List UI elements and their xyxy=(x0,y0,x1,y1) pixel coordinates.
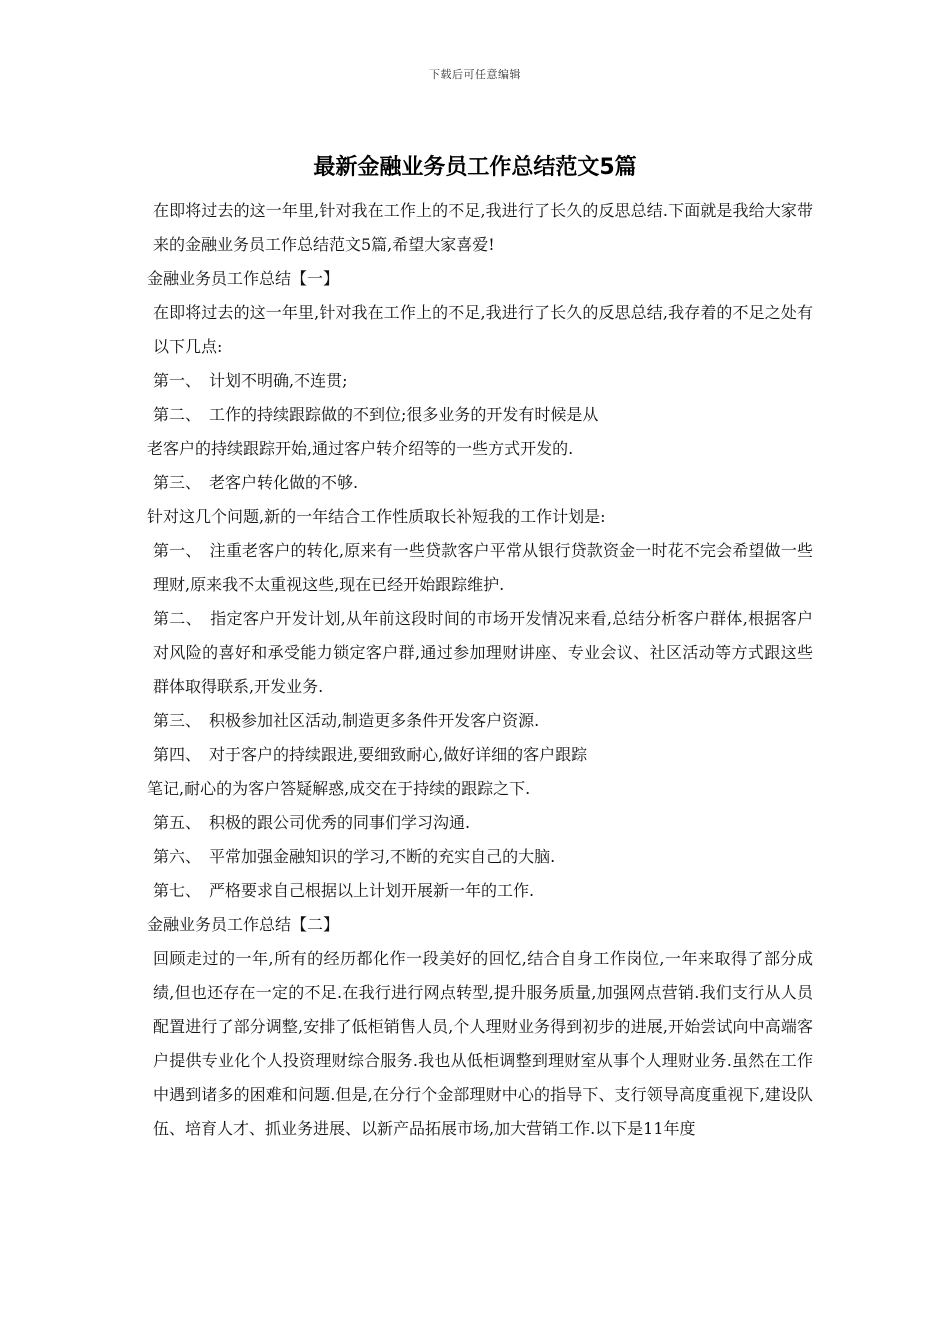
section-heading-1: 金融业务员工作总结【一】 xyxy=(147,269,340,288)
list-item: 第二、 指定客户开发计划,从年前这段时间的市场开发情况来看,总结分析客户群体,根据客户对风险的喜好和承受能力锁定客户群,通过参加理财讲座、专业会议、社区活动等方式跟这些群体取得联系,开发业务. xyxy=(153,609,813,696)
list-item: 第一、 计划不明确,不连贯; xyxy=(153,371,348,390)
list-item: 第四、 对于客户的持续跟进,要细致耐心,做好详细的客户跟踪 xyxy=(153,745,588,764)
paragraph: 在即将过去的这一年里,针对我在工作上的不足,我进行了长久的反思总结,我存着的不足之处有以下几点: xyxy=(153,303,813,356)
section-heading-2: 金融业务员工作总结【二】 xyxy=(147,915,340,934)
paragraph: 笔记,耐心的为客户答疑解惑,成交在于持续的跟踪之下. xyxy=(147,779,531,798)
document-title: 最新金融业务员工作总结范文5篇 xyxy=(313,155,637,180)
document-body xyxy=(145,194,813,1146)
list-item: 第一、 注重老客户的转化,原来有一些贷款客户平常从银行贷款资金一时花不完会希望做一些理财,原来我不太重视这些,现在已经开始跟踪维护. xyxy=(153,541,813,594)
paragraph: 针对这几个问题,新的一年结合工作性质取长补短我的工作计划是: xyxy=(147,507,606,526)
list-item: 第六、 平常加强金融知识的学习,不断的充实自己的大脑. xyxy=(153,847,556,866)
list-item: 第三、 老客户转化做的不够. xyxy=(153,473,359,492)
paragraph: 回顾走过的一年,所有的经历都化作一段美好的回忆,结合自身工作岗位,一年来取得了部分成绩,但也还存在一定的不足.在我行进行网点转型,提升服务质量,加强网点营销.我们支行从人员配置进行了部分调整,安排了低柜销售人员,个人理财业务得到初步的进展,开始尝试向中高端客户提供专业化个人投资理财综合服务.我也从低柜调整到理财室从事个人理财业务.虽然在工作中遇到诸多的困难和问题.但是,在分行个金部理财中心的指导下、支行领导高度重视下,建设队伍、培育人才、抓业务进展、以新产品拓展市场,加大营销工作.以下是11年度 xyxy=(153,949,813,1138)
intro-paragraph: 在即将过去的这一年里,针对我在工作上的不足,我进行了长久的反思总结.下面就是我给大家带来的金融业务员工作总结范文5篇,希望大家喜爱! xyxy=(153,201,813,254)
paragraph: 老客户的持续跟踪开始,通过客户转介绍等的一些方式开发的. xyxy=(147,439,574,458)
list-item: 第三、 积极参加社区活动,制造更多条件开发客户资源. xyxy=(153,711,540,730)
header-note: 下载后可任意编辑 xyxy=(429,68,521,81)
list-item: 第二、 工作的持续跟踪做的不到位;很多业务的开发有时候是从 xyxy=(153,405,599,424)
list-item: 第七、 严格要求自己根据以上计划开展新一年的工作. xyxy=(153,881,535,900)
list-item: 第五、 积极的跟公司优秀的同事们学习沟通. xyxy=(153,813,471,832)
